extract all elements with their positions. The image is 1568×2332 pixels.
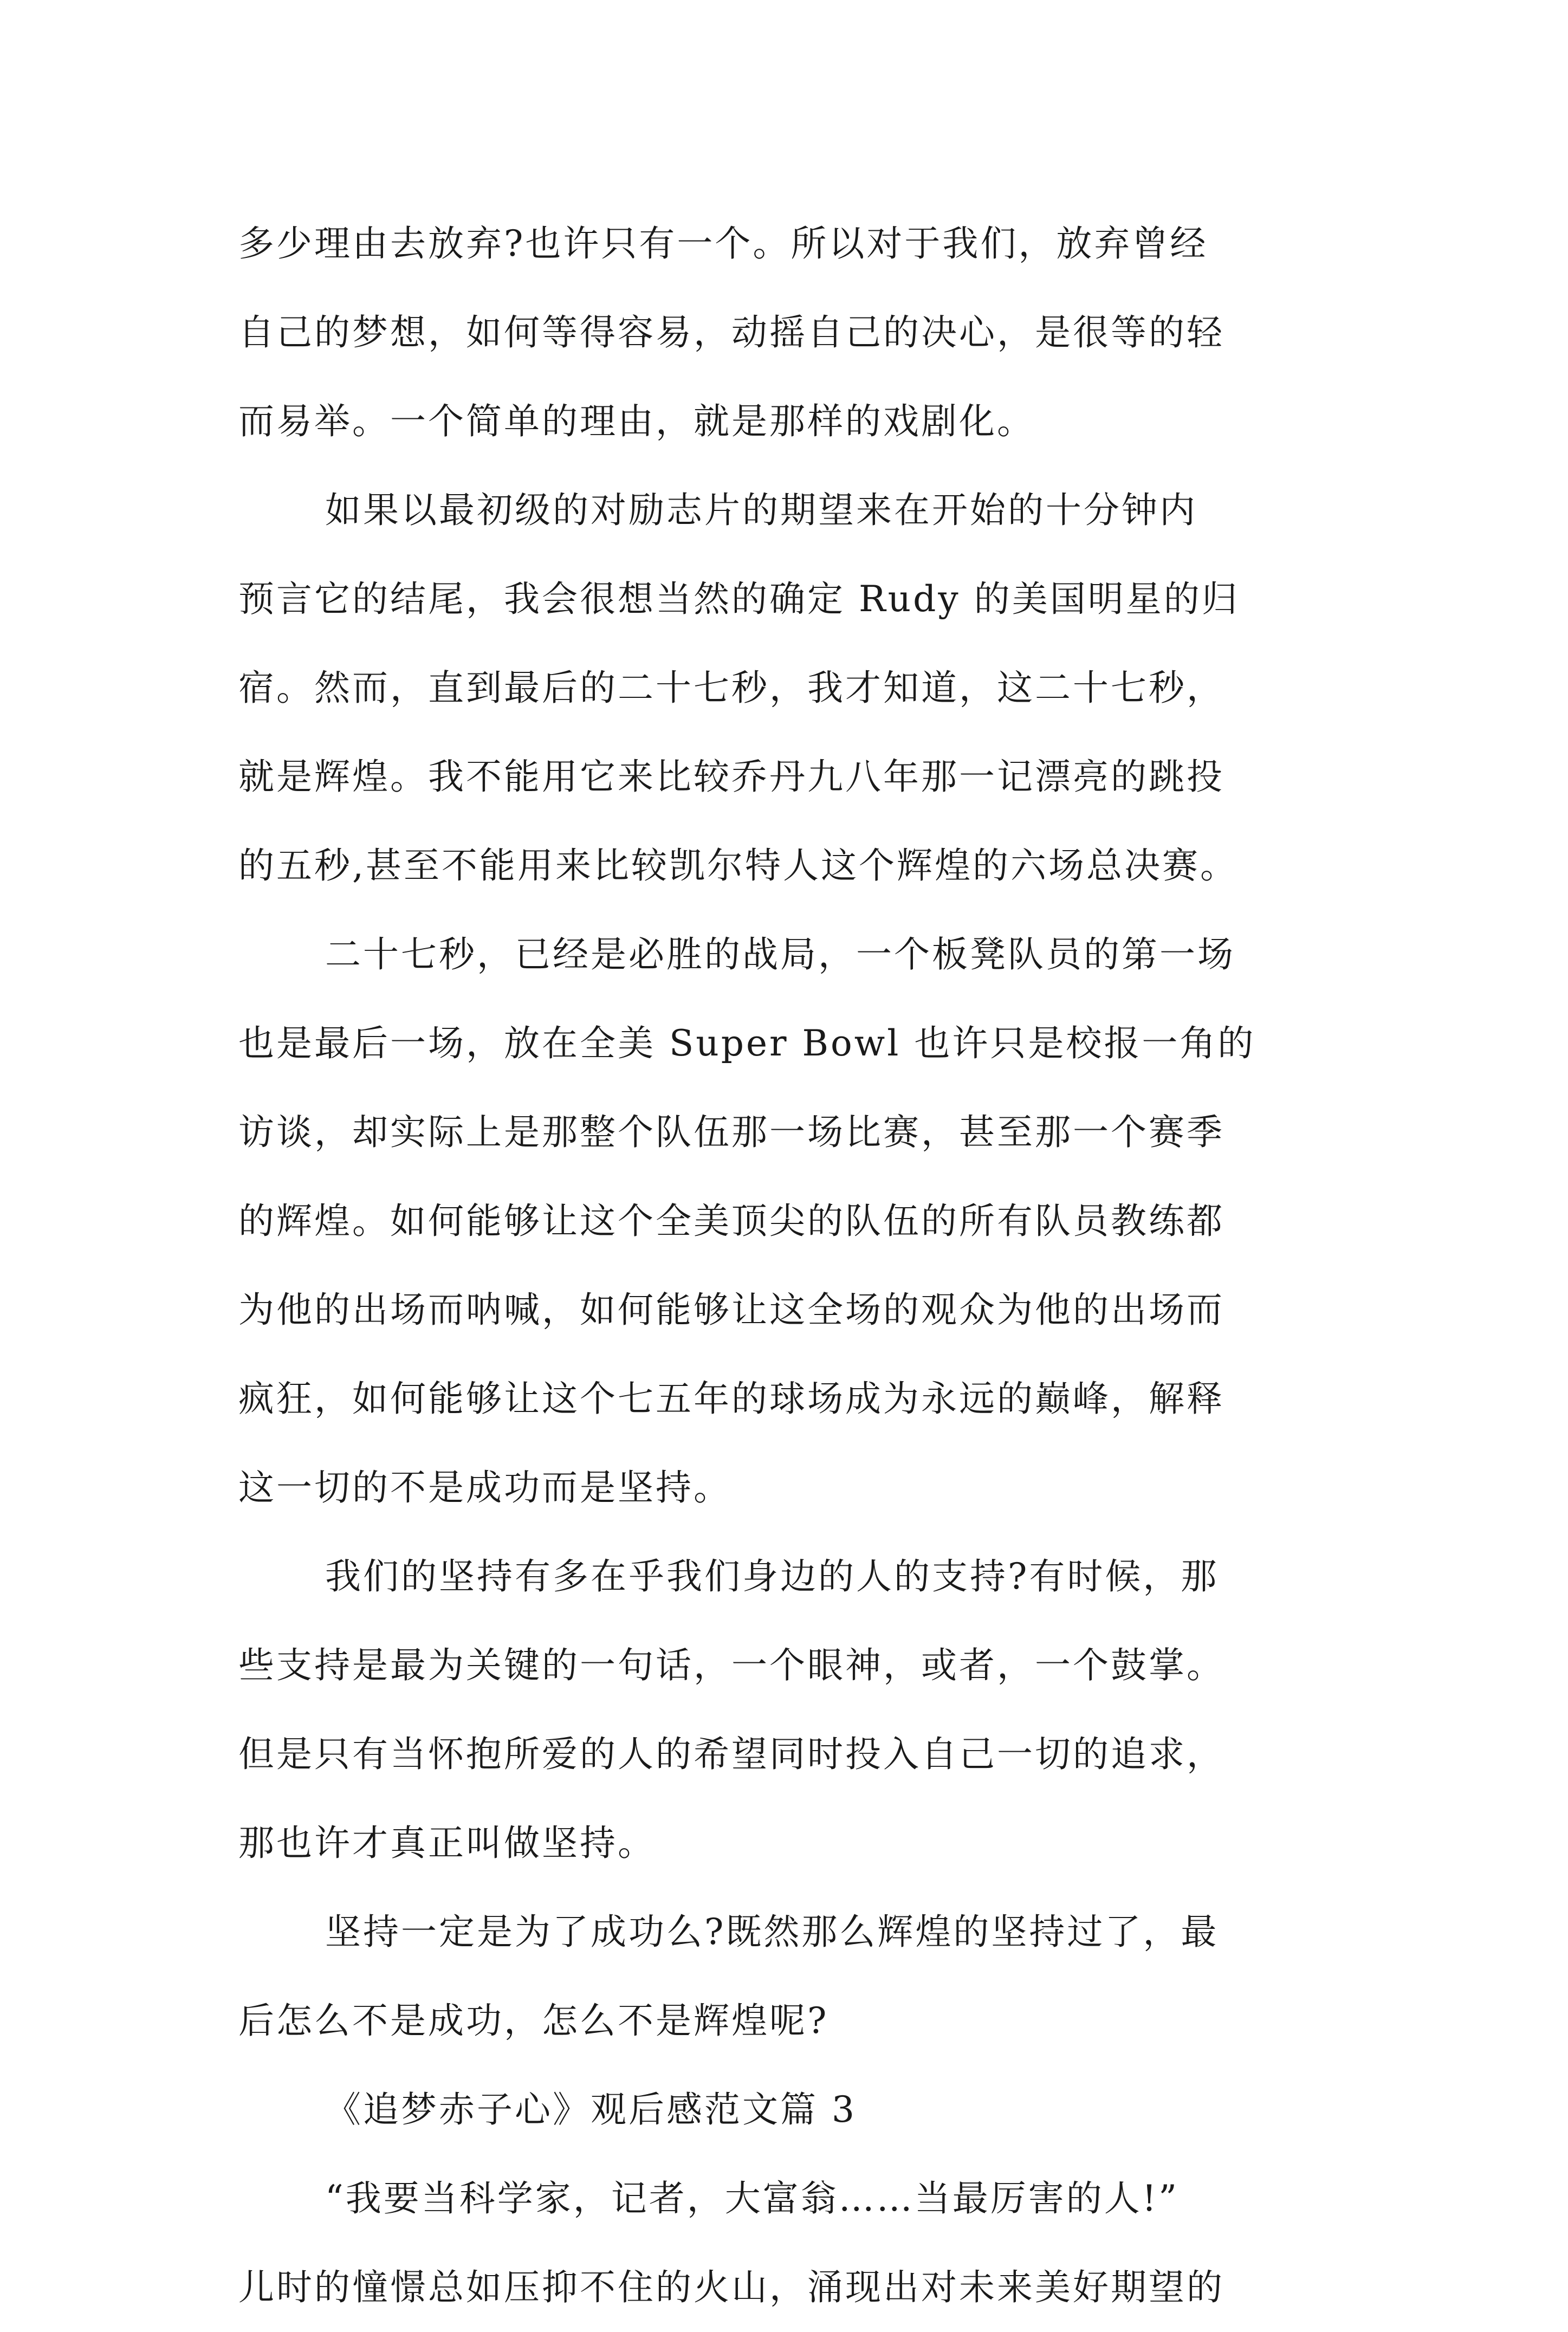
text-line: 为他的出场而呐喊，如何能够让这全场的观众为他的出场而 bbox=[238, 1289, 1224, 1331]
text-line: 这一切的不是成功而是坚持。 bbox=[238, 1467, 731, 1508]
text-line: 的辉煌。如何能够让这个全美顶尖的队伍的所有队员教练都 bbox=[238, 1200, 1224, 1242]
text-line: 预言它的结尾，我会很想当然的确定 Rudy 的美国明星的归 bbox=[238, 578, 1240, 620]
text-line: 儿时的憧憬总如压抑不住的火山，涌现出对未来美好期望的 bbox=[238, 2266, 1224, 2308]
text-line: 疯狂，如何能够让这个七五年的球场成为永远的巅峰，解释 bbox=[238, 1378, 1224, 1420]
text-line: 的五秒,甚至不能用来比较凯尔特人这个辉煌的六场总决赛。 bbox=[238, 845, 1238, 886]
text-line: 但是只有当怀抱所爱的人的希望同时投入自己一切的追求， bbox=[238, 1733, 1224, 1775]
body-text bbox=[238, 199, 1344, 2332]
text-line: 二十七秒，已经是必胜的战局，一个板凳队员的第一场 bbox=[325, 934, 1235, 975]
text-line: 坚持一定是为了成功么?既然那么辉煌的坚持过了，最 bbox=[325, 1911, 1219, 1953]
text-line: 也是最后一场，放在全美 Super Bowl 也许只是校报一角的 bbox=[238, 1022, 1256, 1064]
text-line: 访谈，却实际上是那整个队伍那一场比赛，甚至那一个赛季 bbox=[238, 1111, 1224, 1153]
text-line: 多少理由去放弃?也许只有一个。所以对于我们，放弃曾经 bbox=[238, 223, 1208, 264]
text-line: “我要当科学家，记者，大富翁……当最厉害的人!” bbox=[325, 2178, 1180, 2219]
text-line: 那也许才真正叫做坚持。 bbox=[238, 1822, 656, 1864]
text-line: 些支持是最为关键的一句话，一个眼神，或者，一个鼓掌。 bbox=[238, 1644, 1224, 1686]
text-line: 后怎么不是成功，怎么不是辉煌呢? bbox=[238, 2000, 829, 2042]
text-line: 就是辉煌。我不能用它来比较乔丹九八年那一记漂亮的跳投 bbox=[238, 756, 1224, 798]
text-line: 我们的坚持有多在乎我们身边的人的支持?有时候，那 bbox=[325, 1556, 1219, 1597]
text-line: 自己的梦想，如何等得容易，动摇自己的决心，是很等的轻 bbox=[238, 312, 1224, 353]
text-line: 宿。然而，直到最后的二十七秒，我才知道，这二十七秒， bbox=[238, 667, 1224, 709]
section-heading: 《追梦赤子心》观后感范文篇 3 bbox=[325, 2089, 857, 2130]
text-line: 如果以最初级的对励志片的期望来在开始的十分钟内 bbox=[325, 489, 1197, 531]
text-line: 而易举。一个简单的理由，就是那样的戏剧化。 bbox=[238, 400, 1035, 442]
